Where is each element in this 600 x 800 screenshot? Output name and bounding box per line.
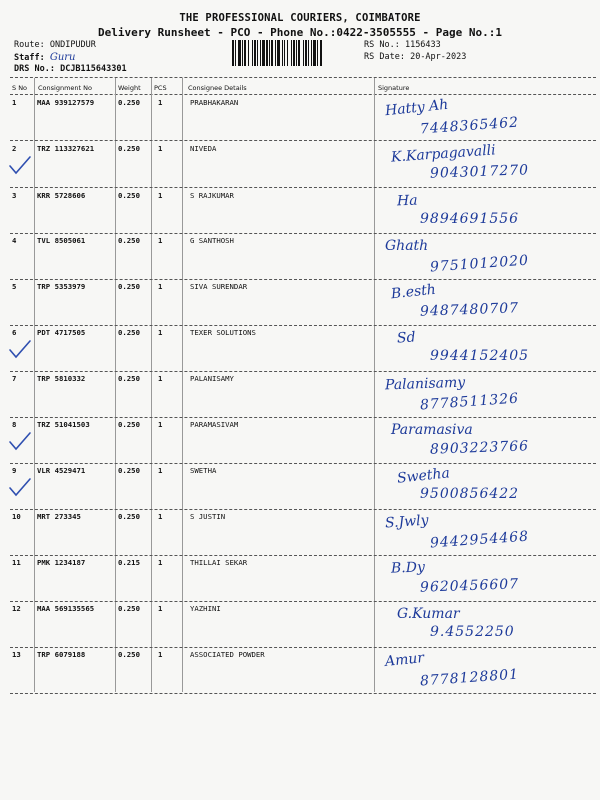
row-consignee: SIVA SURENDAR [190,282,248,291]
header-bottom-rule [10,94,596,95]
row-pcs: 1 [158,512,163,521]
row-separator [10,417,596,418]
row-weight: 0.250 [118,374,140,383]
runsheet-subtitle: Delivery Runsheet - PCO - Phone No.:0422-3505555 - Page No.:1 [98,26,502,39]
company-title: THE PROFESSIONAL COURIERS, COIMBATORE [179,12,421,24]
signature-phone: 9620456607 [419,576,520,596]
row-pcs: 1 [158,650,163,659]
row-separator [10,693,596,694]
row-consignment-no: TRP 6079188 [37,650,86,659]
row-pcs: 1 [158,328,163,337]
row-consignment-no: MRT 273345 [37,512,81,521]
row-consignment-no: PMK 1234187 [37,558,86,567]
row-pcs: 1 [158,282,163,291]
row-consignee: YAZHINI [190,604,221,613]
row-pcs: 1 [158,144,163,153]
row-consignment-no: PDT 4717505 [37,328,86,337]
row-weight: 0.250 [118,236,140,245]
signature-phone: 9.4552250 [430,624,515,640]
col-divider [182,78,183,692]
signature-name: B.Dy [390,559,426,577]
signature-name: K.Karpagavalli [390,142,497,166]
signature-phone: 8903223766 [429,438,530,458]
row-pcs: 1 [158,374,163,383]
row-separator [10,555,596,556]
barcode-image [232,40,356,66]
drs-value: DCJB115643301 [60,64,127,74]
signature-name: Palanisamy [384,374,466,394]
col-header-weight: Weight [118,84,141,92]
check-mark-icon [8,154,32,176]
row-consignment-no: TRZ 113327621 [37,144,95,153]
row-separator [10,601,596,602]
route-value: ONDIPUDUR [49,40,96,50]
row-sno: 13 [12,650,21,659]
check-mark-icon [8,338,32,360]
row-weight: 0.250 [118,328,140,337]
row-consignment-no: TRP 5353979 [37,282,86,291]
row-pcs: 1 [158,191,163,200]
col-header-consignment: Consignment No [38,84,92,92]
col-header-pcs: PCS [154,84,167,92]
staff-line [14,52,76,63]
signature-phone: 9500856422 [420,486,520,502]
row-weight: 0.250 [118,420,140,429]
row-consignee: TEXER SOLUTIONS [190,328,256,337]
row-separator [10,140,596,141]
signature-phone: 9442954468 [429,528,530,552]
route-label: Route: [14,40,45,50]
col-header-signature: Signature [378,84,410,92]
row-consignee: NIVEDA [190,144,217,153]
row-separator [10,509,596,510]
check-mark-icon [8,430,32,452]
row-sno: 8 [12,420,17,429]
row-sno: 12 [12,604,21,613]
row-weight: 0.250 [118,144,140,153]
row-consignment-no: TRZ 51041503 [37,420,90,429]
col-divider [374,78,375,692]
route-line [14,40,96,50]
row-sno: 10 [12,512,21,521]
row-consignee: SWETHA [190,466,217,475]
rs-date-label: RS Date: [364,52,405,62]
row-sno: 2 [12,144,17,153]
row-consignee: PARAMASIVAM [190,420,239,429]
row-consignee: PRABHAKARAN [190,98,239,107]
row-sno: 3 [12,191,17,200]
signature-name: Hatty Ah [384,96,449,120]
row-consignment-no: KRR 5728606 [37,191,86,200]
row-separator [10,647,596,648]
row-sno: 9 [12,466,17,475]
signature-name: Ghath [385,238,429,254]
row-weight: 0.250 [118,98,140,107]
staff-label: Staff: [14,53,45,63]
row-pcs: 1 [158,466,163,475]
row-weight: 0.250 [118,650,140,659]
row-sno: 4 [12,236,17,245]
staff-signature: Guru [49,52,76,63]
row-sno: 11 [12,558,21,567]
drs-line [14,64,127,74]
row-consignee: S JUSTIN [190,512,226,521]
row-pcs: 1 [158,420,163,429]
row-consignment-no: MAA 939127579 [37,98,95,107]
row-weight: 0.250 [118,466,140,475]
row-weight: 0.250 [118,512,140,521]
col-divider [34,78,35,692]
row-separator [10,279,596,280]
row-consignment-no: MAA 569135565 [37,604,95,613]
row-sno: 5 [12,282,17,291]
signature-name: Paramasiva [391,422,473,438]
row-weight: 0.250 [118,604,140,613]
col-divider [151,78,152,692]
table-top-rule [10,77,596,78]
signature-name: Swetha [396,465,451,487]
signature-phone: 8778511326 [419,390,520,414]
row-consignee: S RAJKUMAR [190,191,234,200]
row-consignment-no: TVL 8505061 [37,236,86,245]
signature-name: Sd [396,329,417,347]
signature-phone: 9487480707 [419,300,520,320]
row-consignee: ASSOCIATED POWDER [190,650,265,659]
signature-name: B.esth [390,281,437,303]
row-separator [10,463,596,464]
row-consignee: PALANISAMY [190,374,234,383]
col-header-consignee: Consignee Details [188,84,247,92]
row-sno: 1 [12,98,17,107]
row-separator [10,187,596,188]
col-divider [115,78,116,692]
row-separator [10,233,596,234]
row-pcs: 1 [158,558,163,567]
row-sno: 7 [12,374,17,383]
signature-phone: 7448365462 [419,114,520,138]
signature-phone: 8778128801 [419,666,520,690]
row-separator [10,371,596,372]
row-consignee: G SANTHOSH [190,236,234,245]
row-pcs: 1 [158,604,163,613]
check-mark-icon [8,476,32,498]
drs-label: DRS No.: [14,64,55,74]
rs-no-line [364,40,441,50]
row-weight: 0.250 [118,282,140,291]
signature-name: Ha [396,192,418,210]
rs-no-label: RS No.: [364,40,400,50]
row-weight: 0.250 [118,191,140,200]
signature-name: G.Kumar [397,606,460,622]
rs-date-value: 20-Apr-2023 [410,52,467,62]
row-consignment-no: TRP 5810332 [37,374,86,383]
signature-name: Amur [384,649,425,671]
rs-no-value: 1156433 [404,40,441,50]
signature-name: S.Jwly [384,512,430,532]
rs-date-line [364,52,466,62]
row-pcs: 1 [158,98,163,107]
col-header-sno: S No [12,84,28,92]
row-consignee: THILLAI SEKAR [190,558,248,567]
signature-phone: 9944152405 [430,348,530,364]
signature-phone: 9894691556 [420,211,520,227]
row-weight: 0.215 [118,558,140,567]
row-pcs: 1 [158,236,163,245]
row-separator [10,325,596,326]
signature-phone: 9751012020 [429,252,530,276]
row-consignment-no: VLR 4529471 [37,466,86,475]
row-sno: 6 [12,328,17,337]
signature-phone: 9043017270 [429,162,530,182]
